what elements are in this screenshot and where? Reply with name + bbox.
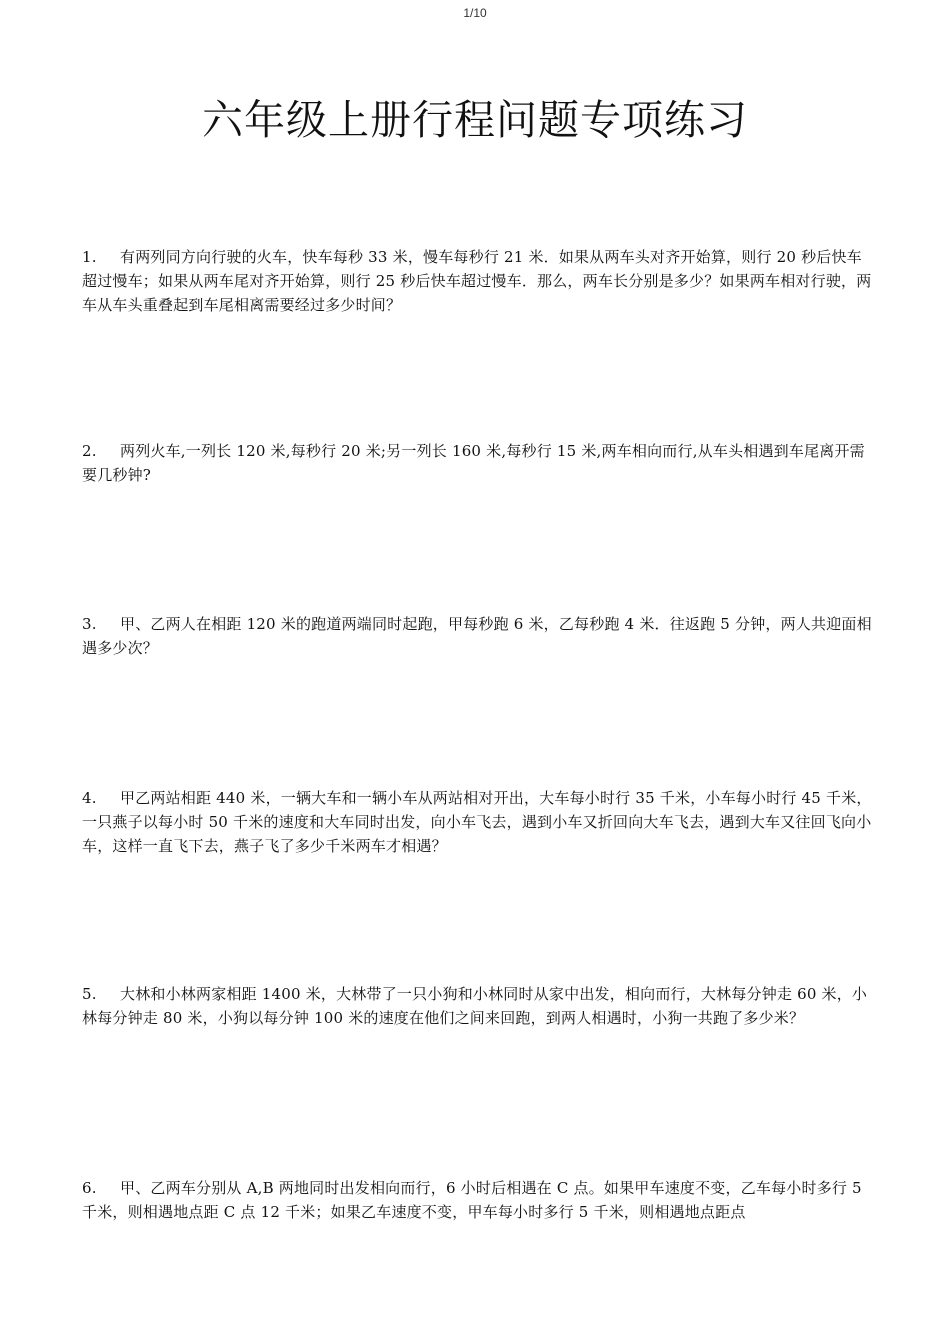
problem-number: 2.: [82, 442, 97, 460]
problem-text: 甲、乙两车分别从 A,B 两地同时出发相向而行，6 小时后相遇在 C 点。如果甲车速度不变，乙车每小时多行 5 千米，则相遇地点距 C 点 12 千米；如果乙车速度不变，甲车每小时多行 5 千米，则相遇地点距点: [82, 1179, 862, 1221]
problem-number: 1.: [82, 248, 97, 266]
problem-text: 有两列同方向行驶的火车，快车每秒 33 米，慢车每秒行 21 米．如果从两车头对齐开始算，则行 20 秒后快车超过慢车；如果从两车尾对齐开始算，则行 25 秒后快车超过慢车．那么，两车长分别是多少？如果两车相对行驶，两车从车头重叠起到车尾相离需要经过多少时间？: [82, 248, 872, 314]
problem-text: 甲乙两站相距 440 米，一辆大车和一辆小车从两站相对开出，大车每小时行 35 千米，小车每小时行 45 千米，一只燕子以每小时 50 千米的速度和大车同时出发，向小车飞去，遇到小车又折回向大车飞去，遇到大车又往回飞向小车，这样一直飞下去，燕子飞了多少千米两车才相遇？: [82, 789, 872, 855]
problem-5: [82, 982, 872, 1030]
problem-4: [82, 786, 872, 858]
document-title: 六年级上册行程问题专项练习: [202, 96, 748, 144]
problem-3: [82, 612, 872, 660]
problem-text: 两列火车,一列长 120 米,每秒行 20 米;另一列长 160 米,每秒行 15 米,两车相向而行,从车头相遇到车尾离开需要几秒钟?: [82, 442, 865, 484]
problem-6: [82, 1176, 872, 1224]
problem-number: 4.: [82, 789, 97, 807]
problem-1: [82, 245, 872, 317]
problem-text: 大林和小林两家相距 1400 米，大林带了一只小狗和小林同时从家中出发，相向而行，大林每分钟走 60 米，小林每分钟走 80 米，小狗以每分钟 100 米的速度在他们之间来回跑，到两人相遇时，小狗一共跑了多少米？: [82, 985, 868, 1027]
problem-number: 3.: [82, 615, 97, 633]
problem-2: [82, 439, 872, 487]
problem-number: 6.: [82, 1179, 97, 1197]
problem-text: 甲、乙两人在相距 120 米的跑道两端同时起跑，甲每秒跑 6 米，乙每秒跑 4 米．往返跑 5 分钟，两人共迎面相遇多少次？: [82, 615, 872, 657]
page-indicator: 1/10: [463, 6, 487, 20]
problem-number: 5.: [82, 985, 97, 1003]
